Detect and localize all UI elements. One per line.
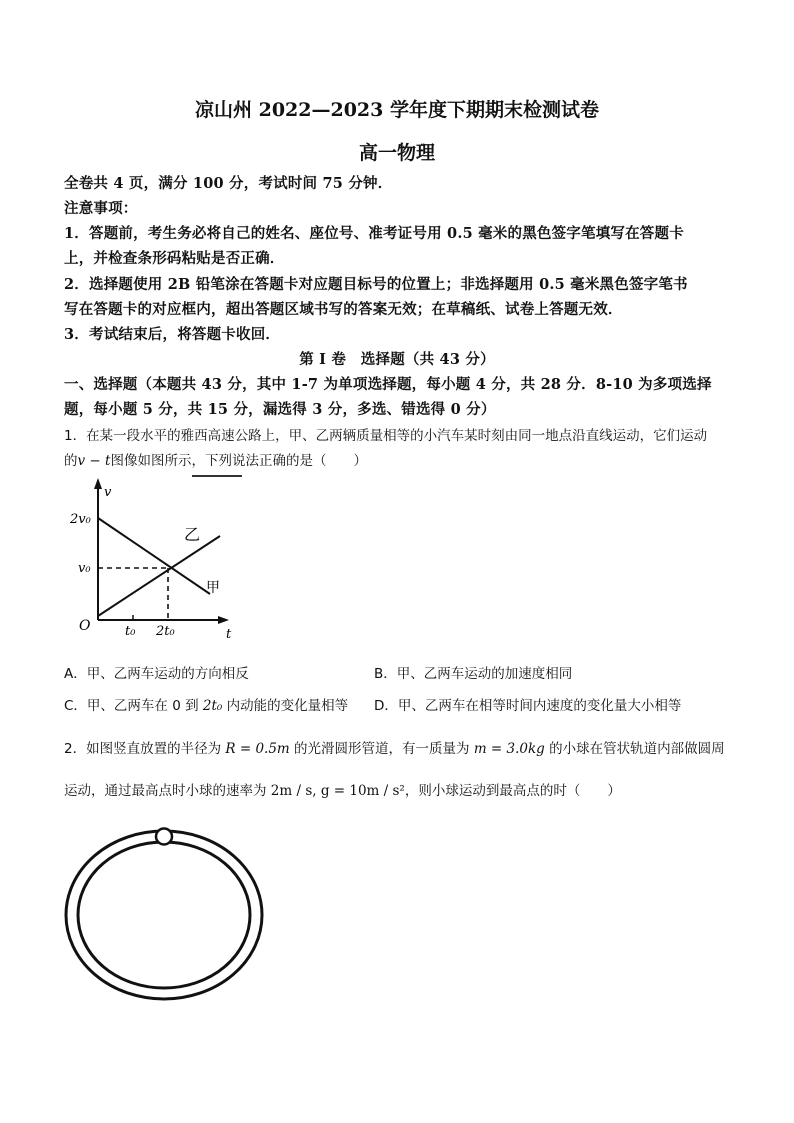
line-yi [98,536,220,616]
exam-title: 凉山州 2022—2023 学年度下期期末检测试卷 [195,99,599,121]
q2-radius: R = 0.5m [225,741,290,757]
t-axis-arrow [218,616,229,624]
q1-option-c-var: 2t₀ [202,698,223,714]
q1-option-a: A．甲、乙两车运动的方向相反 [64,666,249,682]
label-v0: v₀ [78,561,91,576]
q2-line-1 [64,737,725,757]
v-axis-arrow [94,478,102,489]
q1-line-2 [64,449,367,469]
note-2-line-1: 2．选择题使用 2B 铅笔涂在答题卡对应题目标号的位置上；非选择题用 0.5 毫米黑色签字笔书 [64,276,688,293]
subject-title: 高一物理 [358,142,435,164]
q1-line-2-post: 图像如图所示，下列说法正确的是（ ） [110,453,367,469]
label-jia: 甲 [206,580,220,596]
q2-line-1-b: 的光滑圆形管道，有一质量为 [289,741,474,757]
note-2-line-2: 写在答题卡的对应框内，超出答题区域书写的答案无效；在草稿纸、试卷上答题无效． [64,301,623,318]
q1-option-d: D．甲、乙两车在相等时间内速度的变化量大小相等 [374,698,682,714]
notes-heading: 注意事项： [64,200,138,217]
q1-line-2-pre: 的 [64,453,78,469]
q1-option-c-pre: C．甲、乙两车在 0 到 [64,698,203,714]
q2-mass: m = 3.0kg [473,741,545,757]
exam-meta: 全卷共 4 页，满分 100 分，考试时间 75 分钟． [64,175,393,192]
q1-option-b: B．甲、乙两车运动的加速度相同 [374,666,573,682]
label-2v0: 2v₀ [70,512,91,527]
section-desc-line-1: 一、选择题（本题共 43 分，其中 1-7 为单项选择题，每小题 4 分，共 28 分．8-10 为多项选择 [64,376,712,393]
q2-line-2-b: ，则小球运动到最高点的时（ ） [404,783,621,799]
q1-vt-graph [64,472,254,644]
note-1-line-1: 1．答题前，考生务必将自己的姓名、座位号、准考证号用 0.5 毫米的黑色签字笔填写在答题卡 [64,225,684,242]
label-2t0: 2t₀ [156,624,175,639]
q2-line-2-a: 运动，通过最高点时小球的速率为 [64,783,271,799]
q1-option-c [64,694,348,714]
q2-tube-figure [62,820,272,1006]
q2-line-2 [64,779,621,799]
label-origin: O [79,618,91,634]
section-title: 第 I 卷 选择题（共 43 分） [299,351,495,368]
q2-line-1-a: 2．如图竖直放置的半径为 [64,741,226,757]
tube-outer-wall [66,831,262,999]
label-v: v [104,485,112,500]
note-1-line-2: 上，并检查条形码粘贴是否正确． [64,250,285,267]
label-t: t [226,627,232,642]
section-desc-line-2: 题，每小题 5 分，共 15 分，漏选得 3 分，多选、错选得 0 分） [64,401,496,418]
tube-inner-wall [78,842,250,988]
q2-speed: 2m / s, g = 10m / s² [270,783,405,799]
note-3: 3．考试结束后，将答题卡收回． [64,326,281,343]
label-t0: t₀ [125,624,136,639]
q1-vt-var: v − t [77,453,111,469]
q1-line-1: 1．在某一段水平的雅西高速公路上，甲、乙两辆质量相等的小汽车某时刻由同一地点沿直线运动，它们运动 [64,428,708,444]
q1-option-c-post: 内动能的变化量相等 [222,698,349,714]
ball [156,829,172,845]
label-yi: 乙 [184,525,201,544]
q2-line-1-c: 的小球在管状轨道内部做圆周 [544,741,725,757]
